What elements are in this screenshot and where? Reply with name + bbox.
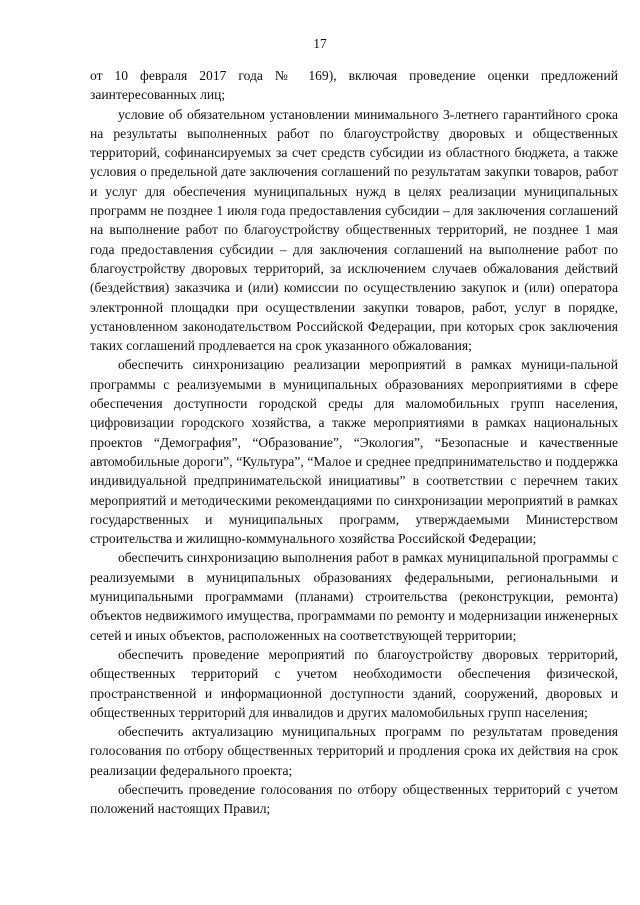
paragraph-program-update: обеспечить актуализацию муниципальных программ по результатам проведения голосования по отбору общественных территорий и продления срока их действия на срок реализации федерального проекта; [90, 724, 618, 778]
paragraph-sync-construction: обеспечить синхронизацию выполнения работ в рамках муниципальной программы с реализуемыми в муниципальных образованиях федеральными, региональными и муниципальными программами (планами) строительства (реконструкции, ремонта) объектов недвижимого имущества, программами по ремонту и модернизации инженерных сетей и иных объектов, расположенных на соответствующей территории; [90, 550, 618, 643]
paragraph-continuation: от 10 февраля 2017 года № 169), включая проведение оценки предложений заинтересованных лиц; [90, 68, 618, 103]
paragraph-sync-accessibility: обеспечить синхронизацию реализации мероприятий в рамках муници-пальной программы с реализуемыми в муниципальных образованиях мероприятиями в сфере обеспечения доступности городской среды для маломобильных групп населения, цифровизации городского хозяйства, а также мероприятиями в рамках национальных проектов “Демография”, “Образование”, “Экология”, “Безопасные и качественные автомобильные дороги”, “Культура”, “Малое и среднее предпринимательство и поддержка индивидуальной предпринимательской инициативы” в соответствии с перечнем таких мероприятий и методическими рекомендациями по синхронизации мероприятий в рамках государственных и муниципальных программ, утверждаемыми Министерством строительства и жилищно-коммунального хозяйства Российской Федерации; [90, 357, 618, 547]
paragraph-warranty-condition: условие об обязательном установлении минимального 3-летнего гарантийного срока на результаты выполненных работ по благоустройству дворовых и общественных территорий, софинансируемых за счет средств субсидии из областного бюджета, а также условия о предельной дате заключения соглашений по результатам закупки товаров, работ и услуг для обеспечения муниципальных нужд в целях реализации муниципальных программ не позднее 1 июля года предоставления субсидии – для заключения соглашений на выполнение работ по благоустройству общественных территорий, не позднее 1 мая года предоставления субсидии – для заключения соглашений на выполнение работ по благоустройству дворовых территорий, за исключением случаев обжалования действий (бездействия) заказчика и (или) комиссии по осуществлению закупок и (или) оператора электронной площадки при осуществлении закупки товаров, работ, услуг в порядке, установленном законодательством Российской Федерации, при которых срок заключения таких соглашений продлевается на срок указанного обжалования; [90, 106, 618, 354]
page-number: 17 [313, 36, 327, 51]
paragraph-voting: обеспечить проведение голосования по отбору общественных территорий с учетом положений настоящих Правил; [90, 781, 618, 817]
paragraph-accessibility-measures: обеспечить проведение мероприятий по благоустройству дворовых территорий, общественных территорий с учетом необходимости обеспечения физической, пространственной и информационной доступности зданий, сооружений, дворовых и общественных территорий для инвалидов и других маломобильных групп населения; [90, 646, 618, 720]
document-body [90, 66, 618, 819]
